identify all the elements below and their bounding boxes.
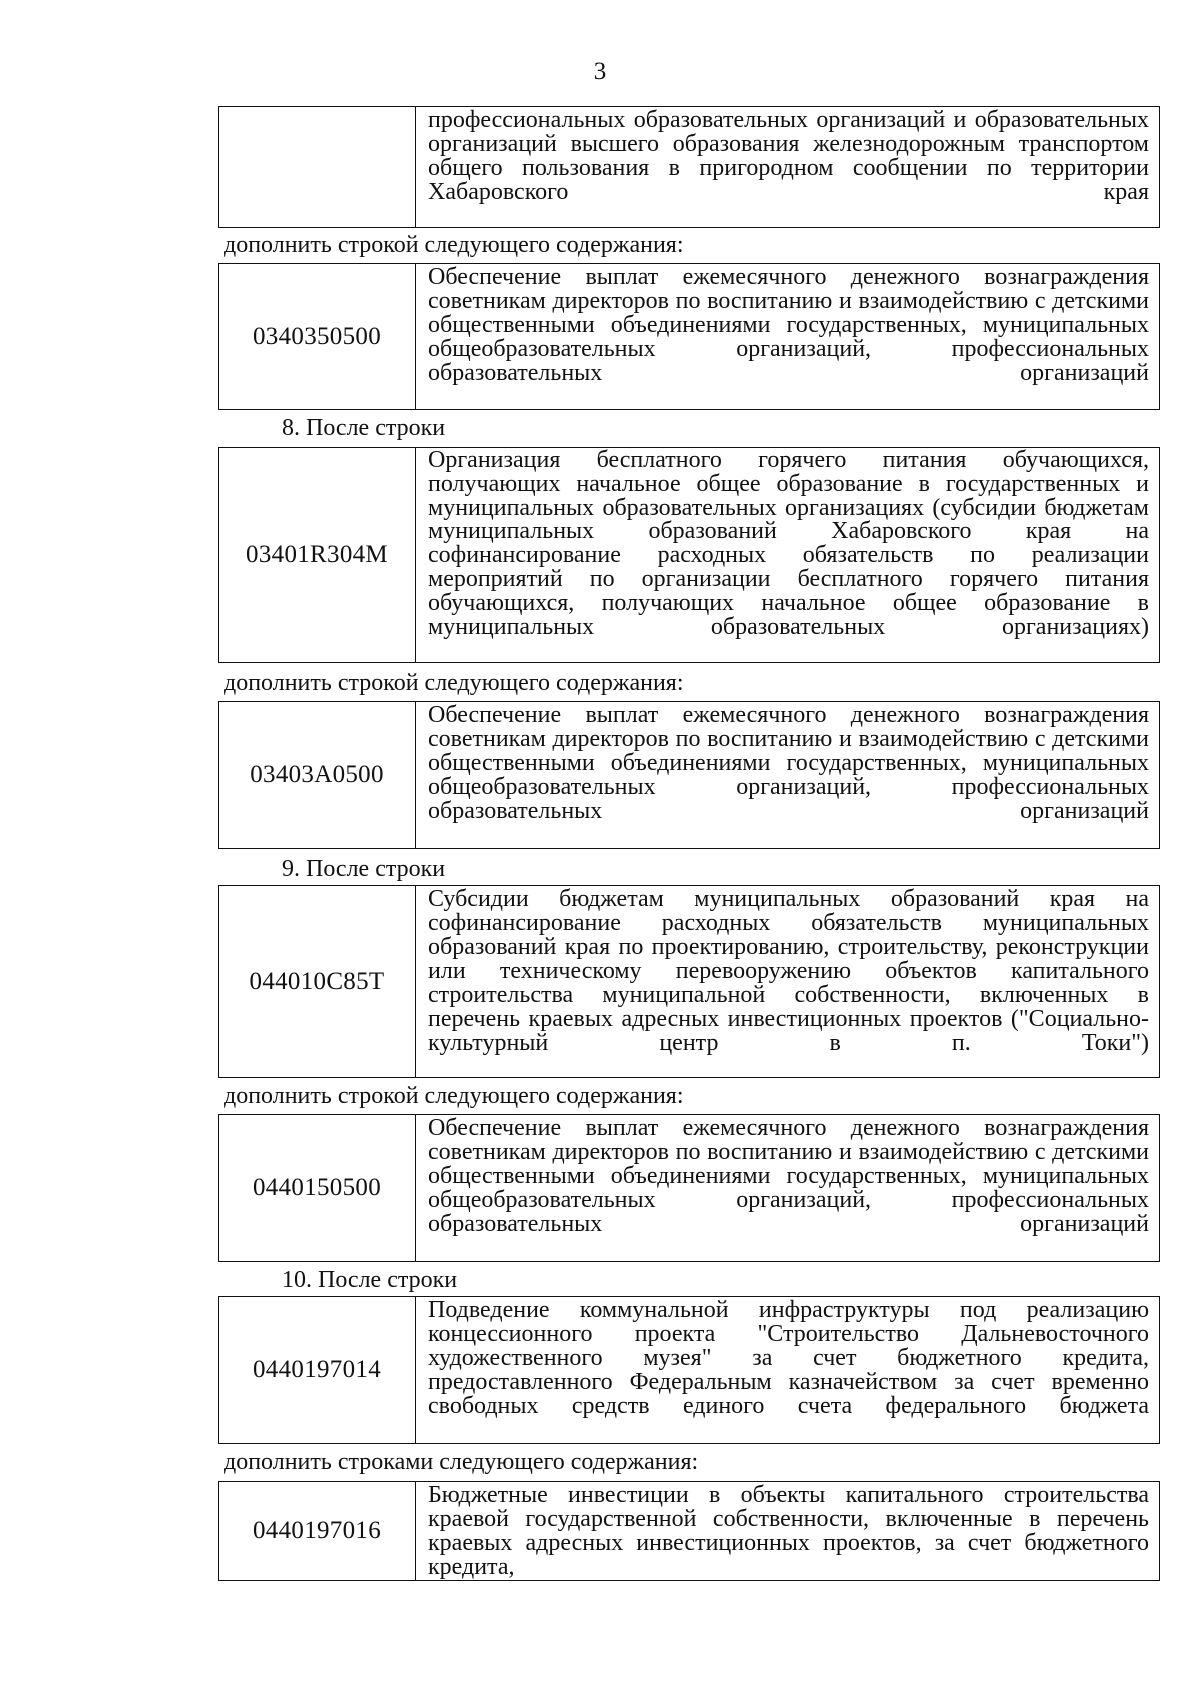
- row-description: Обеспечение выплат ежемесячного денежного вознаграждения советникам директоров по воспитанию и взаимодействию с детскими общественными объединениями государственных, муниципальных общеобразовательных организаций, профессиональных образовательных организаций: [428, 1115, 1149, 1237]
- row-code: 044010С85Т: [219, 886, 416, 1077]
- section-label: дополнить строкой следующего содержания:: [224, 232, 684, 258]
- row-code: [219, 107, 416, 227]
- table-row: [218, 701, 1160, 849]
- row-description: Субсидии бюджетам муниципальных образований края на софинансирование расходных обязательств муниципальных образований края по проектированию, строительству, реконструкции или техническому перевооружению объектов капитального строительства муниципальной собственности, включенных в перечень краевых адресных инвестиционных проектов ("Социально-культурный центр в п. Токи"): [428, 886, 1149, 1056]
- row-code: 0340350500: [219, 264, 416, 409]
- page-number: 3: [593, 58, 607, 85]
- row-description: Бюджетные инвестиции в объекты капитального строительства краевой государственной собственности, включенные в перечень краевых адресных инвестиционных проектов, за счет бюджетного кредита,: [428, 1482, 1149, 1580]
- table-row: [218, 1481, 1160, 1581]
- table-row: [218, 1114, 1160, 1262]
- section-label: 9. После строки: [282, 856, 446, 882]
- row-description: Подведение коммунальной инфраструктуры под реализацию концессионного проекта "Строительство Дальневосточного художественного музея" за счет бюджетного кредита, предоставленного Федеральным казначейством за счет временно свободных средств единого счета федерального бюджета: [428, 1297, 1149, 1419]
- table-row: [218, 1296, 1160, 1444]
- row-description: Обеспечение выплат ежемесячного денежного вознаграждения советникам директоров по воспитанию и взаимодействию с детскими общественными объединениями государственных, муниципальных общеобразовательных организаций, профессиональных образовательных организаций: [428, 264, 1149, 386]
- table-row: [218, 263, 1160, 410]
- section-label: дополнить строками следующего содержания:: [224, 1449, 699, 1475]
- row-code: 0440197014: [219, 1297, 416, 1443]
- section-label: 10. После строки: [282, 1267, 458, 1293]
- section-label: дополнить строкой следующего содержания:: [224, 670, 684, 696]
- row-description: Обеспечение выплат ежемесячного денежного вознаграждения советникам директоров по воспитанию и взаимодействию с детскими общественными объединениями государственных, муниципальных общеобразовательных организаций, профессиональных образовательных организаций: [428, 702, 1149, 824]
- row-code: 0440150500: [219, 1115, 416, 1261]
- row-code: 0440197016: [219, 1482, 416, 1580]
- section-label: 8. После строки: [282, 415, 446, 441]
- row-code: 03401R304M: [219, 448, 416, 662]
- row-description: профессиональных образовательных организаций и образовательных организаций высшего образования железнодорожным транспортом общего пользования в пригородном сообщении по территории Хабаровского края: [428, 107, 1149, 205]
- row-code: 03403А0500: [219, 702, 416, 848]
- table-row: [218, 885, 1160, 1078]
- section-label: дополнить строкой следующего содержания:: [224, 1083, 684, 1109]
- table-row: [218, 447, 1160, 663]
- table-row: [218, 106, 1160, 228]
- row-description: Организация бесплатного горячего питания обучающихся, получающих начальное общее образование в государственных и муниципальных образовательных организациях (субсидии бюджетам муниципальных образований Хабаровского края на софинансирование расходных обязательств по реализации мероприятий по организации бесплатного горячего питания обучающихся, получающих начальное общее образование в муниципальных образовательных организациях): [428, 447, 1149, 640]
